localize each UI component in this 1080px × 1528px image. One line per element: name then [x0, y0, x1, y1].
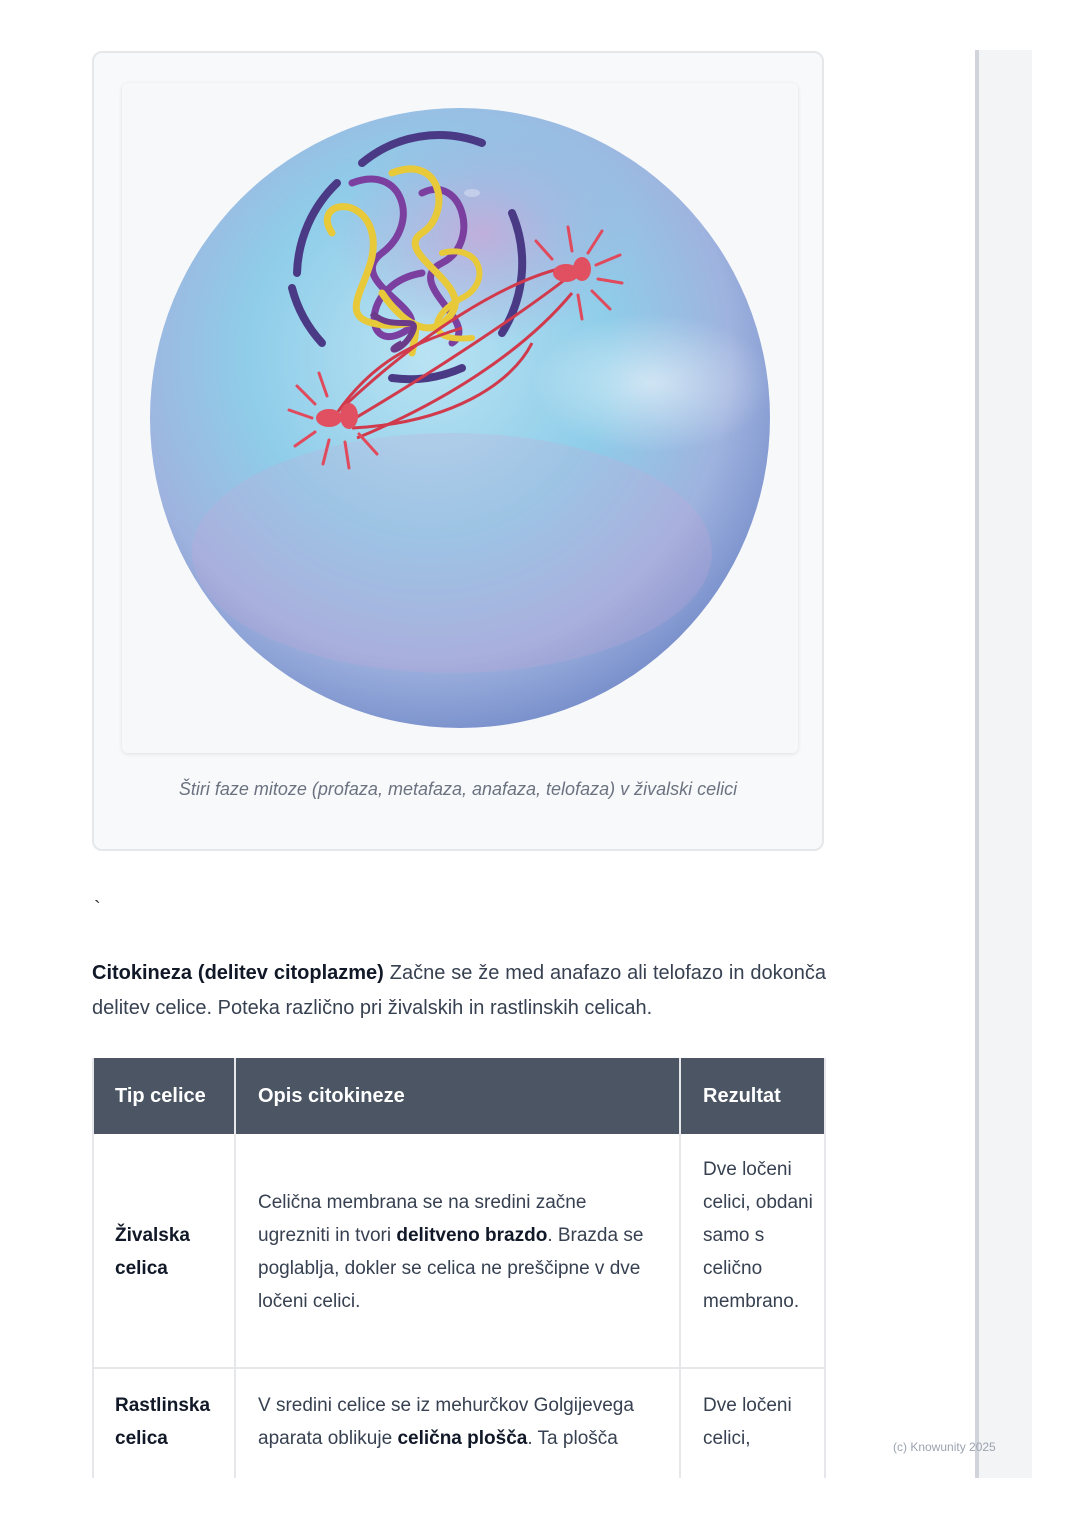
header-cell-type: Tip celice	[115, 1085, 206, 1107]
desc-bold: delitveno brazdo	[396, 1225, 548, 1246]
header-cell-result: Rezultat	[703, 1085, 781, 1107]
cytokinesis-paragraph	[92, 956, 826, 1026]
row-result-animal: Dve ločeni celici, obdani samo s celično membrano.	[703, 1159, 813, 1312]
figure-caption: Štiri faze mitoze (profaza, metafaza, anafaza, telofaza) v živalski celici	[178, 779, 738, 799]
desc-text: Celična membrana se na sredini začne ugrezniti in tvori	[258, 1192, 587, 1246]
paragraph-bold-lead: Citokineza (delitev citoplazme)	[92, 962, 384, 984]
row-type-animal: Živalska celica	[115, 1225, 190, 1279]
cell-illustration	[122, 83, 798, 753]
desc-bold: celična plošča	[397, 1428, 528, 1449]
copyright-notice: (c) Knowunity 2025	[893, 1440, 996, 1454]
table-border	[92, 1058, 94, 1478]
stray-mark: `	[94, 898, 101, 920]
header-cell-description: Opis citokineze	[258, 1085, 405, 1107]
table-column-divider	[679, 1058, 681, 1478]
desc-text: . Ta plošča	[527, 1428, 618, 1449]
figure-card	[92, 51, 824, 851]
desc-text: . Brazda se poglablja, dokler se celica ne preščipne v dve ločeni celici.	[258, 1225, 644, 1312]
desc-text: V sredini celice se iz mehurčkov Golgijevega aparata oblikuje	[258, 1395, 634, 1449]
row-desc-plant	[258, 1389, 658, 1455]
row-desc-animal	[258, 1186, 658, 1318]
table-border	[824, 1058, 826, 1478]
page-edge-strip	[975, 50, 1032, 1478]
table-row-divider	[92, 1367, 826, 1369]
cytokinesis-table	[92, 1058, 826, 1478]
row-type-plant: Rastlinska celica	[115, 1395, 211, 1449]
paragraph-text: Začne se že med anafazo ali telofazo in dokonča delitev celice. Poteka različno pri živalskih in rastlinskih celicah.	[92, 962, 826, 1019]
mitosis-cell-image	[122, 83, 798, 753]
row-result-plant: Dve ločeni celici,	[703, 1395, 792, 1449]
table-column-divider	[234, 1058, 236, 1478]
